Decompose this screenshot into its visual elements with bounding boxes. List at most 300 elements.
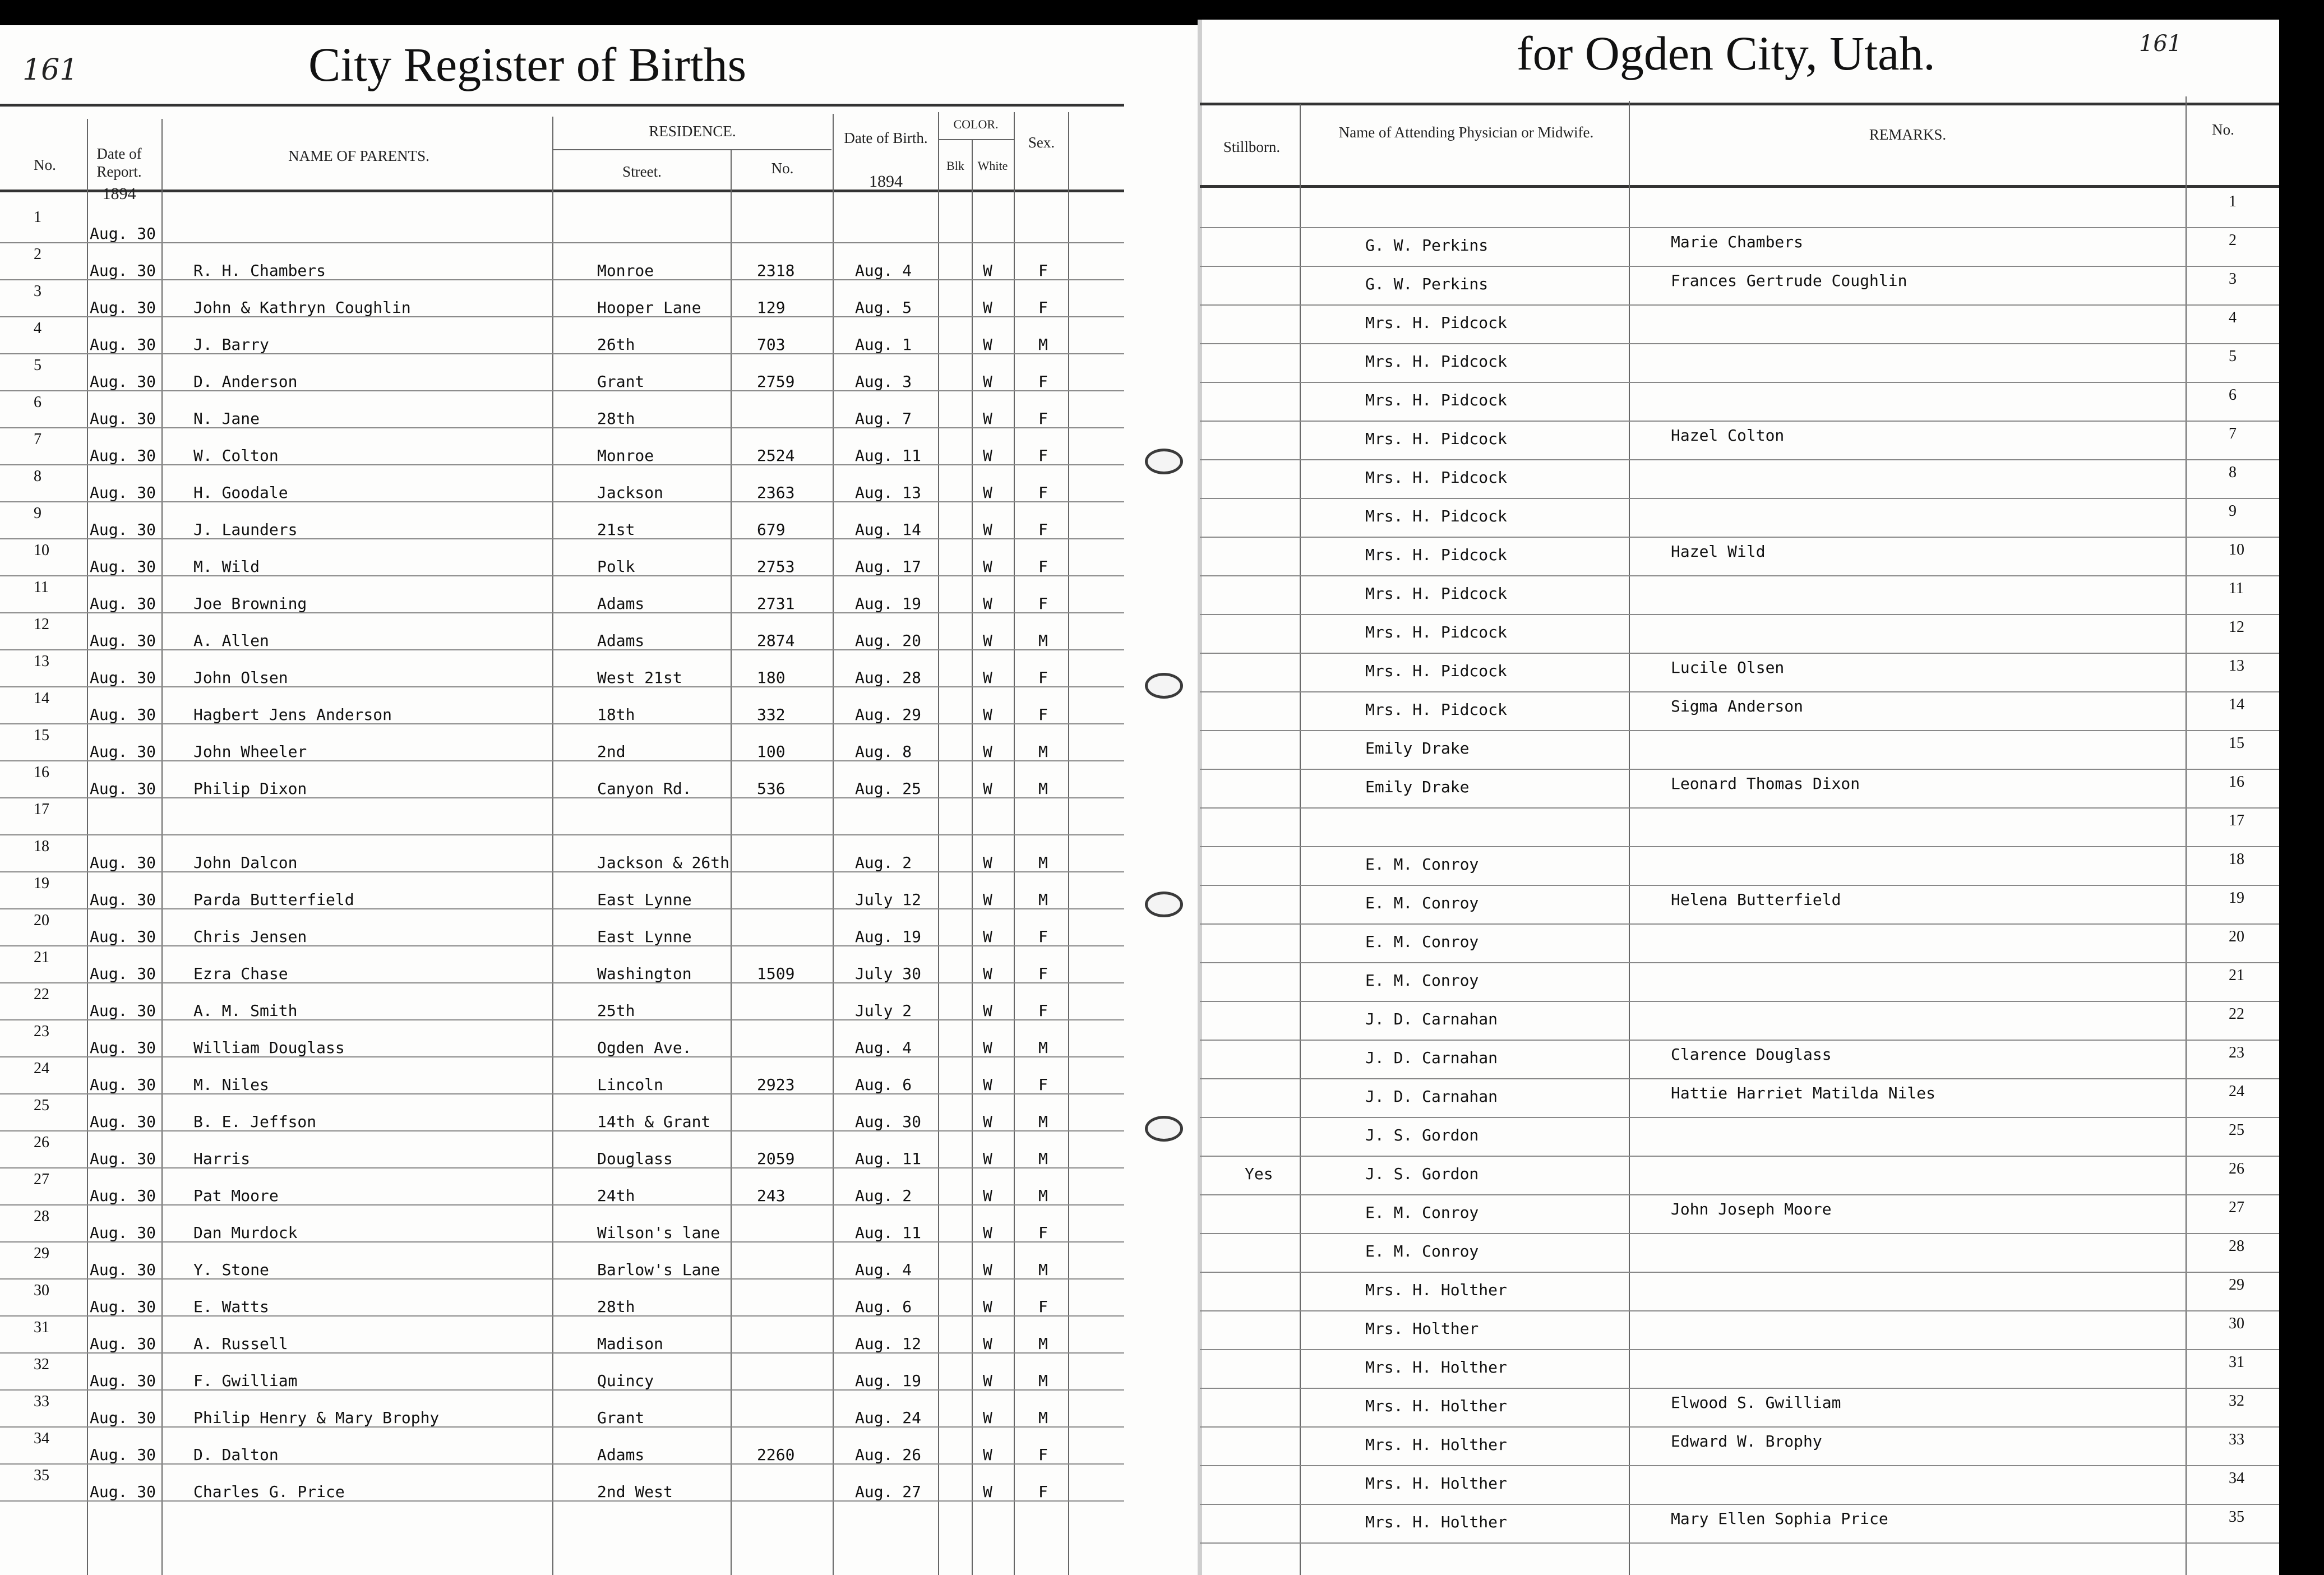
row-rule: [0, 945, 1124, 946]
row-number: 29: [2229, 1276, 2244, 1294]
row-number: 4: [34, 320, 41, 337]
sex: F: [1038, 594, 1048, 613]
attending-physician: Mrs. H. Pidcock: [1365, 584, 1507, 603]
parents-name: Chris Jensen: [193, 927, 307, 946]
street-number: 2874: [757, 631, 795, 650]
street-number: 536: [757, 779, 786, 798]
color-white: W: [983, 1149, 992, 1168]
stillborn: Yes: [1245, 1165, 1273, 1183]
row-number: 5: [2229, 348, 2237, 365]
report-date: Aug. 30: [90, 853, 156, 872]
row-number: 14: [2229, 696, 2244, 713]
report-date: Aug. 30: [90, 927, 156, 946]
report-date: Aug. 30: [90, 594, 156, 613]
color-white: W: [983, 446, 992, 465]
report-date: Aug. 30: [90, 520, 156, 539]
row-number: 29: [34, 1245, 49, 1262]
row-number: 26: [2229, 1160, 2244, 1177]
header-report-year: 1894: [102, 184, 136, 203]
row-rule: [1200, 730, 2279, 731]
attending-physician: Mrs. H. Pidcock: [1365, 391, 1507, 409]
street-number: 679: [757, 520, 786, 539]
color-white: W: [983, 1371, 992, 1390]
report-date: Aug. 30: [90, 1075, 156, 1094]
parents-name: John & Kathryn Coughlin: [193, 298, 411, 317]
street: 21st: [597, 520, 635, 539]
color-white: W: [983, 1112, 992, 1131]
row-rule: [1200, 769, 2279, 770]
street-number: 2059: [757, 1149, 795, 1168]
street: Monroe: [597, 446, 654, 465]
row-rule: [1200, 498, 2279, 499]
parents-name: J. Launders: [193, 520, 298, 539]
attending-physician: Mrs. H. Pidcock: [1365, 623, 1507, 641]
row-number: 28: [34, 1208, 49, 1225]
parents-name: Parda Butterfield: [193, 890, 354, 909]
birth-date: Aug. 19: [855, 1371, 922, 1390]
row-rule: [1200, 1504, 2279, 1505]
color-white: W: [983, 557, 992, 576]
street: Monroe: [597, 261, 654, 280]
sex: M: [1038, 1149, 1048, 1168]
row-rule: [1200, 1233, 2279, 1234]
attending-physician: E. M. Conroy: [1365, 894, 1479, 912]
row-rule: [1200, 962, 2279, 963]
row-number: 24: [34, 1060, 49, 1077]
street: Adams: [597, 1445, 645, 1464]
street: Polk: [597, 557, 635, 576]
report-date: Aug. 30: [90, 705, 156, 724]
sex: F: [1038, 261, 1048, 280]
remarks: Leonard Thomas Dixon: [1671, 774, 1860, 793]
row-rule: [1200, 227, 2279, 228]
row-rule: [1200, 459, 2279, 460]
row-rule: [0, 834, 1124, 835]
attending-physician: Emily Drake: [1365, 778, 1470, 796]
birth-date: Aug. 28: [855, 668, 922, 687]
row-number: 2: [34, 246, 41, 263]
street: 2nd: [597, 742, 626, 761]
street-number: 703: [757, 335, 786, 354]
row-rule: [1200, 1117, 2279, 1118]
attending-physician: J. D. Carnahan: [1365, 1087, 1498, 1106]
col-divider: [731, 149, 732, 1575]
row-number: 32: [2229, 1392, 2244, 1410]
report-date: Aug. 30: [90, 557, 156, 576]
sex: M: [1038, 890, 1048, 909]
row-number: 30: [34, 1282, 49, 1299]
page-mark-right: 161: [2139, 31, 2182, 57]
sex: F: [1038, 483, 1048, 502]
parents-name: M. Wild: [193, 557, 260, 576]
sex: F: [1038, 1482, 1048, 1501]
row-rule: [1200, 1465, 2279, 1466]
birth-date: Aug. 1: [855, 335, 912, 354]
street: 26th: [597, 335, 635, 354]
row-rule: [0, 464, 1124, 465]
attending-physician: E. M. Conroy: [1365, 971, 1479, 990]
row-rule: [1200, 691, 2279, 692]
row-rule: [0, 390, 1124, 391]
row-rule: [0, 649, 1124, 650]
sex: M: [1038, 1260, 1048, 1279]
birth-date: Aug. 2: [855, 853, 912, 872]
row-number: 2: [2229, 232, 2237, 249]
row-rule: [1200, 614, 2279, 615]
report-date: Aug. 30: [90, 1149, 156, 1168]
header-birth-year: 1894: [869, 172, 903, 191]
residence-subrule: [552, 149, 831, 150]
col-divider: [1300, 104, 1301, 1575]
parents-name: Harris: [193, 1149, 251, 1168]
remarks: Marie Chambers: [1671, 233, 1804, 251]
report-date: Aug. 30: [90, 1371, 156, 1390]
header-street: Street.: [622, 163, 662, 180]
color-white: W: [983, 1408, 992, 1427]
birth-date: Aug. 20: [855, 631, 922, 650]
header-residence: RESIDENCE.: [649, 123, 736, 140]
header-white: White: [977, 159, 1008, 173]
row-number: 31: [34, 1319, 49, 1336]
color-white: W: [983, 705, 992, 724]
sex: F: [1038, 298, 1048, 317]
header-no-right: No.: [2212, 121, 2234, 138]
row-rule: [1200, 885, 2279, 886]
report-date: Aug. 30: [90, 1038, 156, 1057]
birth-date: Aug. 17: [855, 557, 922, 576]
row-rule: [0, 1426, 1124, 1428]
parents-name: E. Watts: [193, 1297, 269, 1316]
street: Jackson: [597, 483, 664, 502]
row-rule: [1200, 807, 2279, 809]
row-number: 13: [2229, 657, 2244, 675]
row-rule: [0, 1500, 1124, 1502]
attending-physician: Mrs. H. Holther: [1365, 1397, 1507, 1415]
row-number: 21: [34, 949, 49, 966]
report-date: Aug. 30: [90, 446, 156, 465]
remarks: Elwood S. Gwilliam: [1671, 1393, 1841, 1412]
parents-name: M. Niles: [193, 1075, 269, 1094]
row-number: 17: [2229, 812, 2244, 829]
row-number: 28: [2229, 1237, 2244, 1255]
attending-physician: Mrs. H. Holther: [1365, 1281, 1507, 1299]
birth-date: July 30: [855, 964, 922, 983]
color-white: W: [983, 1482, 992, 1501]
parents-name: Pat Moore: [193, 1186, 279, 1205]
birth-date: Aug. 8: [855, 742, 912, 761]
attending-physician: E. M. Conroy: [1365, 855, 1479, 874]
street: 25th: [597, 1001, 635, 1020]
sex: M: [1038, 631, 1048, 650]
attending-physician: E. M. Conroy: [1365, 932, 1479, 951]
sex: F: [1038, 1445, 1048, 1464]
row-rule: [0, 242, 1124, 243]
birth-date: Aug. 27: [855, 1482, 922, 1501]
row-rule: [1200, 266, 2279, 267]
row-number: 7: [34, 431, 41, 448]
street: Jackson & 26th: [597, 853, 730, 872]
header-res-no: No.: [771, 160, 794, 177]
color-white: W: [983, 594, 992, 613]
row-number: 20: [34, 912, 49, 929]
attending-physician: G. W. Perkins: [1365, 236, 1489, 255]
row-number: 26: [34, 1134, 49, 1151]
row-rule: [1200, 343, 2279, 344]
row-rule: [1200, 1194, 2279, 1195]
sex: M: [1038, 1112, 1048, 1131]
row-rule: [1200, 304, 2279, 306]
birth-date: July 12: [855, 890, 922, 909]
street-number: 2923: [757, 1075, 795, 1094]
report-date: Aug. 30: [90, 1223, 156, 1242]
color-white: W: [983, 1334, 992, 1353]
report-date: Aug. 30: [90, 779, 156, 798]
sex: F: [1038, 705, 1048, 724]
row-number: 31: [2229, 1354, 2244, 1371]
row-number: 34: [34, 1430, 49, 1447]
parents-name: Hagbert Jens Anderson: [193, 705, 392, 724]
birth-date: Aug. 4: [855, 261, 912, 280]
right-register-page: [1200, 20, 2279, 1575]
report-date: Aug. 30: [90, 409, 156, 428]
sex: F: [1038, 668, 1048, 687]
title-left: City Register of Births: [308, 38, 747, 91]
street: 28th: [597, 409, 635, 428]
row-rule: [0, 1167, 1124, 1168]
birth-date: Aug. 13: [855, 483, 922, 502]
row-number: 19: [2229, 889, 2244, 907]
color-white: W: [983, 1001, 992, 1020]
remarks: Edward W. Brophy: [1671, 1432, 1822, 1451]
sex: M: [1038, 1038, 1048, 1057]
birth-date: Aug. 14: [855, 520, 922, 539]
color-white: W: [983, 1297, 992, 1316]
color-white: W: [983, 668, 992, 687]
parents-name: Joe Browning: [193, 594, 307, 613]
header-name-of-parents: NAME OF PARENTS.: [288, 147, 429, 164]
birth-date: Aug. 5: [855, 298, 912, 317]
street: Ogden Ave.: [597, 1038, 692, 1057]
row-number: 3: [2229, 270, 2237, 288]
sex: M: [1038, 1371, 1048, 1390]
row-rule: [1200, 1426, 2279, 1428]
street-number: 180: [757, 668, 786, 687]
row-rule: [0, 538, 1124, 539]
report-date: Aug. 30: [90, 483, 156, 502]
row-number: 8: [2229, 464, 2237, 481]
title-right: for Ogden City, Utah.: [1517, 26, 1935, 80]
row-number: 32: [34, 1356, 49, 1373]
row-number: 20: [2229, 928, 2244, 945]
street-number: 243: [757, 1186, 786, 1205]
header-blk: Blk: [946, 159, 964, 173]
color-white: W: [983, 483, 992, 502]
street: 24th: [597, 1186, 635, 1205]
row-rule: [0, 760, 1124, 761]
row-rule: [0, 353, 1124, 354]
parents-name: D. Dalton: [193, 1445, 279, 1464]
birth-date: July 2: [855, 1001, 912, 1020]
attending-physician: Mrs. H. Pidcock: [1365, 429, 1507, 448]
attending-physician: Mrs. H. Pidcock: [1365, 352, 1507, 371]
attending-physician: Mrs. H. Pidcock: [1365, 468, 1507, 487]
row-number: 25: [34, 1097, 49, 1114]
street-number: 2260: [757, 1445, 795, 1464]
birth-date: Aug. 6: [855, 1297, 912, 1316]
attending-physician: E. M. Conroy: [1365, 1242, 1479, 1260]
street-number: 332: [757, 705, 786, 724]
row-rule: [1200, 382, 2279, 383]
birth-date: Aug. 19: [855, 594, 922, 613]
street-number: 129: [757, 298, 786, 317]
right-header-rule: [1200, 185, 2279, 188]
sex: M: [1038, 1186, 1048, 1205]
parents-name: F. Gwilliam: [193, 1371, 298, 1390]
parents-name: J. Barry: [193, 335, 269, 354]
row-rule: [0, 501, 1124, 502]
row-rule: [0, 427, 1124, 428]
row-number: 33: [2229, 1431, 2244, 1448]
row-rule: [0, 1352, 1124, 1354]
row-number: 8: [34, 468, 41, 485]
parents-name: D. Anderson: [193, 372, 298, 391]
report-date: Aug. 30: [90, 1334, 156, 1353]
row-number: 10: [34, 542, 49, 559]
sex: F: [1038, 1001, 1048, 1020]
color-white: W: [983, 927, 992, 946]
attending-physician: J. S. Gordon: [1365, 1126, 1479, 1144]
street-number: 2731: [757, 594, 795, 613]
color-white: W: [983, 853, 992, 872]
report-date: Aug. 30: [90, 890, 156, 909]
street-number: 100: [757, 742, 786, 761]
remarks: John Joseph Moore: [1671, 1200, 1832, 1218]
attending-physician: J. D. Carnahan: [1365, 1010, 1498, 1028]
report-date: Aug. 30: [90, 298, 156, 317]
binder-hole: [1145, 673, 1183, 699]
birth-date: Aug. 3: [855, 372, 912, 391]
color-white: W: [983, 964, 992, 983]
color-white: W: [983, 409, 992, 428]
sex: F: [1038, 520, 1048, 539]
attending-physician: Mrs. H. Pidcock: [1365, 700, 1507, 719]
sex: M: [1038, 1334, 1048, 1353]
street: 28th: [597, 1297, 635, 1316]
row-number: 17: [34, 801, 49, 818]
street: 14th & Grant: [597, 1112, 711, 1131]
remarks: Clarence Douglass: [1671, 1045, 1832, 1064]
row-rule: [0, 982, 1124, 983]
row-rule: [0, 1389, 1124, 1391]
parents-name: B. E. Jeffson: [193, 1112, 317, 1131]
row-rule: [0, 1278, 1124, 1280]
birth-date: Aug. 19: [855, 927, 922, 946]
sex: F: [1038, 964, 1048, 983]
col-divider: [833, 114, 834, 1575]
row-rule: [0, 871, 1124, 872]
row-number: 11: [2229, 580, 2244, 597]
attending-physician: Mrs. H. Pidcock: [1365, 546, 1507, 564]
left-header-rule: [0, 190, 1124, 192]
parents-name: John Dalcon: [193, 853, 298, 872]
row-number: 16: [2229, 773, 2244, 791]
col-divider: [161, 119, 163, 1575]
street: Canyon Rd.: [597, 779, 692, 798]
street: Madison: [597, 1334, 664, 1353]
row-number: 9: [34, 505, 41, 522]
parents-name: Philip Henry & Mary Brophy: [193, 1408, 440, 1427]
remarks: Mary Ellen Sophia Price: [1671, 1509, 1888, 1528]
row-number: 35: [34, 1467, 49, 1484]
report-date: Aug. 30: [90, 261, 156, 280]
row-number: 15: [34, 727, 49, 744]
row-number: 15: [2229, 735, 2244, 752]
street: Grant: [597, 1408, 645, 1427]
remarks: Hattie Harriet Matilda Niles: [1671, 1084, 1936, 1102]
attending-physician: E. M. Conroy: [1365, 1203, 1479, 1222]
row-number: 22: [34, 986, 49, 1003]
parents-name: H. Goodale: [193, 483, 288, 502]
header-physician: Name of Attending Physician or Midwife.: [1338, 124, 1594, 141]
report-date: Aug. 30: [90, 631, 156, 650]
report-date: Aug. 30: [90, 335, 156, 354]
street: Adams: [597, 631, 645, 650]
color-white: W: [983, 1260, 992, 1279]
parents-name: William Douglass: [193, 1038, 345, 1057]
street: Wilson's lane: [597, 1223, 720, 1242]
attending-physician: Mrs. H. Pidcock: [1365, 313, 1507, 332]
color-white: W: [983, 631, 992, 650]
street: 2nd West: [597, 1482, 673, 1501]
row-number: 24: [2229, 1083, 2244, 1100]
left-top-rule: [0, 104, 1124, 107]
parents-name: Charles G. Price: [193, 1482, 345, 1501]
attending-physician: Mrs. H. Pidcock: [1365, 662, 1507, 680]
row-rule: [0, 1093, 1124, 1094]
row-number: 18: [2229, 851, 2244, 868]
row-number: 7: [2229, 425, 2237, 442]
header-date-of-birth: Date of Birth.: [844, 130, 928, 146]
birth-date: Aug. 11: [855, 1149, 922, 1168]
street-number: 2318: [757, 261, 795, 280]
row-number: 18: [34, 838, 49, 855]
street: Douglass: [597, 1149, 673, 1168]
parents-name: Y. Stone: [193, 1260, 269, 1279]
sex: F: [1038, 372, 1048, 391]
street-number: 2524: [757, 446, 795, 465]
row-rule: [0, 575, 1124, 576]
row-rule: [0, 1019, 1124, 1020]
row-rule: [0, 316, 1124, 317]
remarks: Sigma Anderson: [1671, 697, 1804, 715]
street: Barlow's Lane: [597, 1260, 720, 1279]
binder-hole: [1145, 892, 1183, 917]
color-white: W: [983, 1223, 992, 1242]
col-divider: [938, 112, 939, 1575]
attending-physician: Mrs. H. Holther: [1365, 1358, 1507, 1377]
street: Adams: [597, 594, 645, 613]
birth-date: Aug. 2: [855, 1186, 912, 1205]
col-divider: [1068, 112, 1069, 1575]
row-number: 10: [2229, 541, 2244, 558]
sex: F: [1038, 446, 1048, 465]
sex: F: [1038, 927, 1048, 946]
row-rule: [1200, 923, 2279, 925]
sex: M: [1038, 742, 1048, 761]
parents-name: A. Russell: [193, 1334, 288, 1353]
street-number: 2363: [757, 483, 795, 502]
street: Washington: [597, 964, 692, 983]
